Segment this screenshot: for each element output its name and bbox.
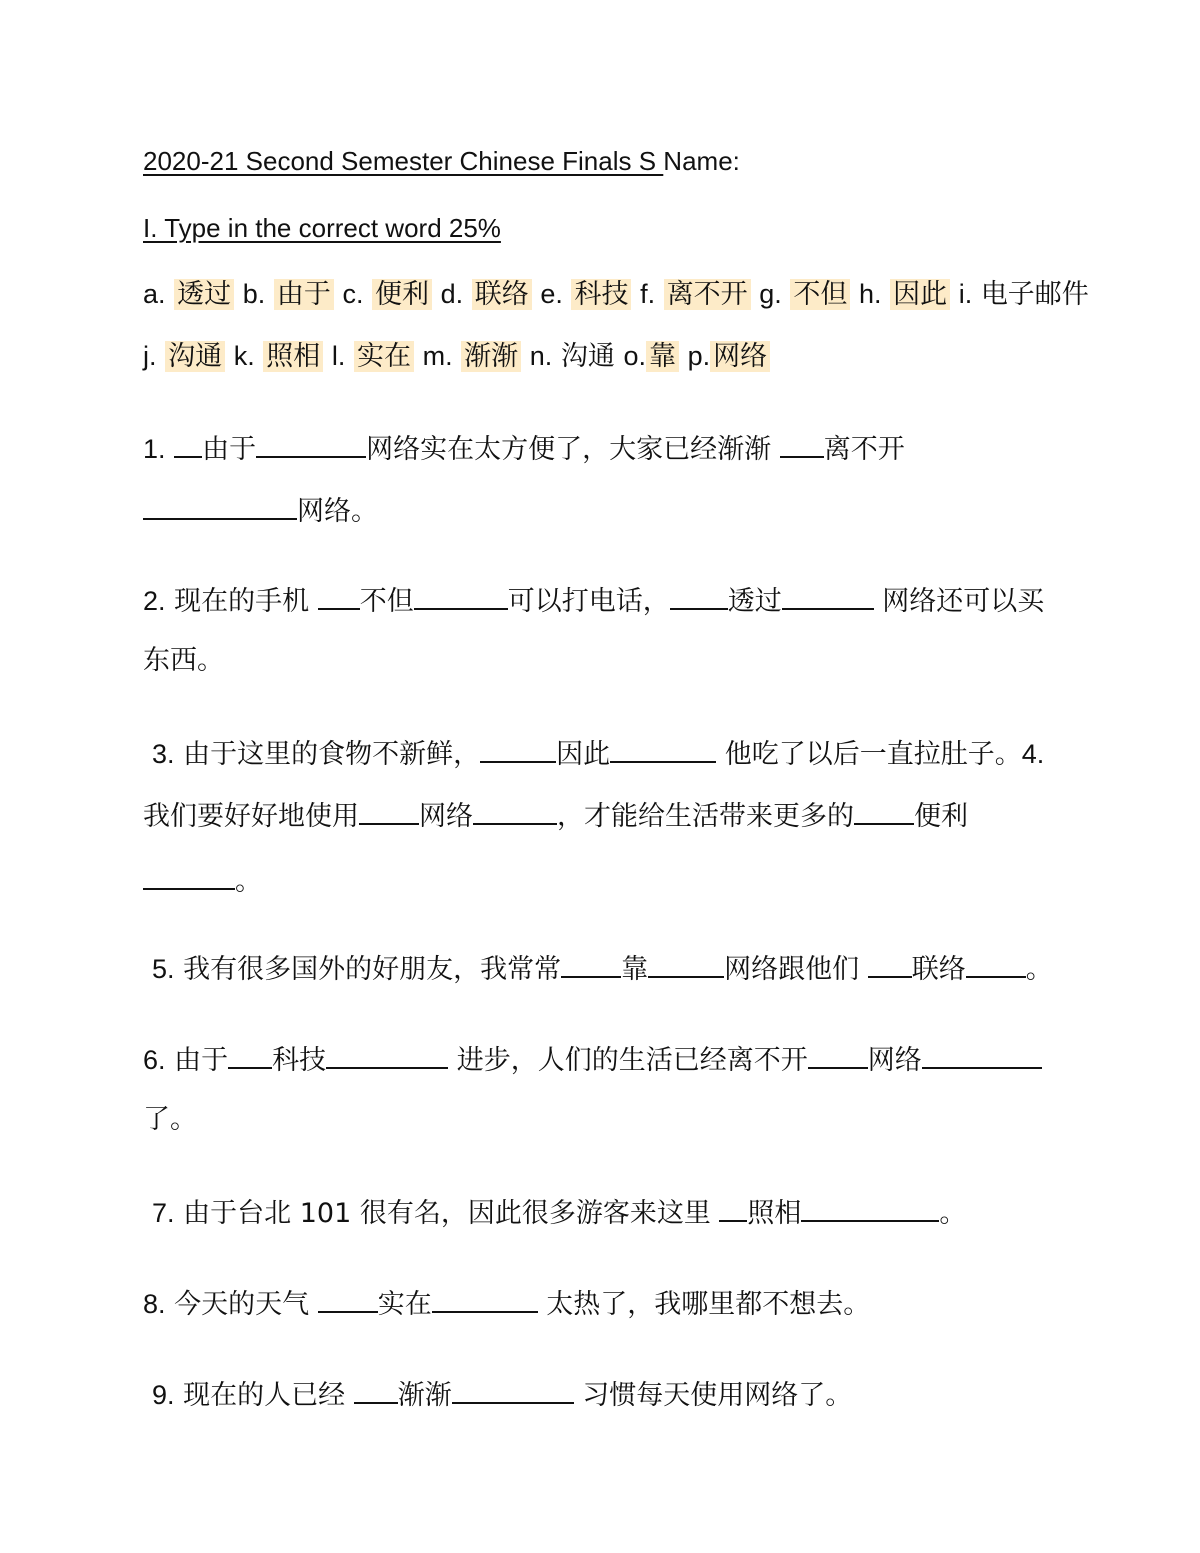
question-number: 9. [152,1380,175,1410]
answer-text: 因此 [556,739,611,770]
word-bank-item: 实在 [354,341,414,372]
question-2-cont [143,644,224,678]
section-heading: I. Type in the correct word 25% [143,213,501,243]
word-bank-item: 便利 [372,279,432,310]
answer-blank[interactable] [432,1285,538,1313]
answer-text: 离不开 [823,434,905,465]
answer-blank[interactable] [808,1041,868,1069]
answer-text: 渐渐 [397,1380,452,1411]
question-number: 4. [1021,739,1045,769]
question-text: 网络还可以买 [873,586,1045,617]
answer-blank[interactable] [648,950,724,978]
answer-text: 透过 [727,586,782,617]
word-letter: i. [958,279,973,309]
answer-blank[interactable] [318,582,360,610]
answer-text: 联络 [911,954,966,985]
answer-text: 网络 [419,801,473,832]
answer-text: 由于 [202,434,257,465]
word-bank-item: 电子邮件 [980,279,1089,310]
question-number: 1. [143,434,166,464]
word-bank-item: 网络 [710,341,770,372]
question-text: 了。 [143,1104,197,1135]
answer-blank[interactable] [256,430,366,458]
answer-blank[interactable] [354,1376,398,1404]
answer-blank[interactable] [480,735,556,763]
word-letter: e. [540,279,563,309]
word-letter: g. [759,279,782,309]
answer-blank[interactable] [473,797,557,825]
question-text: 网络实在太方便了，大家已经渐渐 [366,434,780,465]
question-number: 8. [143,1289,166,1319]
question-text: ，才能给生活带来更多的 [557,801,854,832]
question-6-cont [143,1103,197,1137]
question-text: 可以打电话， [507,586,670,617]
question-text: 由于这里的食物不新鲜， [183,739,481,770]
answer-blank[interactable] [228,1041,272,1069]
question-text: 我们要好好地使用 [143,801,359,832]
word-letter: o. [623,341,647,371]
question-text: 由于 [174,1045,229,1076]
question-text: 网络跟他们 [724,954,868,985]
worksheet-title [143,144,740,178]
word-letter: c. [342,279,364,309]
question-number: 5. [152,954,175,984]
question-text: 现在的手机 [174,586,318,617]
answer-blank[interactable] [318,1285,378,1313]
word-letter: m. [422,341,453,371]
word-bank-item: 离不开 [664,279,751,310]
word-letter: h. [859,279,882,309]
word-letter: f. [640,279,656,309]
answer-blank[interactable] [670,582,728,610]
question-number: 7. [152,1198,175,1228]
word-letter: n. [529,341,553,371]
answer-text: 实在 [377,1289,432,1320]
answer-blank[interactable] [780,430,824,458]
answer-blank[interactable] [922,1041,1042,1069]
answer-text: 不但 [359,586,414,617]
question-text: 现在的人已经 [183,1380,354,1411]
question-number: 6. [143,1045,166,1075]
word-letter: j. [143,341,157,371]
answer-blank[interactable] [801,1194,939,1222]
question-text: 习惯每天使用网络了。 [573,1380,853,1411]
answer-blank[interactable] [561,950,621,978]
word-bank-item: 不但 [790,279,850,310]
question-text: 太热了，我哪里都不想去。 [537,1289,871,1320]
word-letter: d. [440,279,464,309]
answer-blank[interactable] [854,797,914,825]
name-label: Name: [663,146,740,176]
question-8 [143,1285,870,1322]
answer-text: 靠 [621,954,649,985]
word-bank-item: 沟通 [165,341,225,372]
word-bank-row-1 [143,277,1089,312]
question-7 [152,1194,966,1231]
word-letter: p. [687,341,711,371]
word-bank-item: 照相 [263,341,323,372]
answer-text: 网络 [867,1045,922,1076]
answer-blank[interactable] [414,582,508,610]
word-letter: b. [242,279,266,309]
answer-blank[interactable] [359,797,419,825]
answer-blank[interactable] [782,582,874,610]
answer-text: 便利 [914,801,968,832]
title-text: 2020-21 Second Semester Chinese Finals S [143,146,664,176]
word-bank-item: 沟通 [560,341,615,372]
answer-blank[interactable] [868,950,912,978]
word-bank-item: 联络 [472,279,532,310]
word-letter: k. [233,341,255,371]
question-number: 3. [152,739,175,769]
question-3 [152,735,1044,772]
answer-blank[interactable] [326,1041,448,1069]
word-letter: l. [331,341,346,371]
question-4-cont [143,862,262,899]
question-text: 网络。 [297,496,378,527]
question-text: 进步，人们的生活已经离不开 [448,1045,808,1076]
question-text: 他吃了以后一直拉肚子。 [716,739,1022,770]
answer-text: 科技 [272,1045,327,1076]
question-4 [143,797,968,834]
word-bank-item: 渐渐 [461,341,521,372]
word-bank-item: 靠 [646,341,679,372]
question-number: 2. [143,586,166,616]
word-letter: a. [143,279,166,309]
question-text: 东西。 [143,645,224,676]
question-6 [143,1041,1042,1078]
word-bank-row-2 [143,339,770,374]
question-text: 我有很多国外的好朋友，我常常 [183,954,562,985]
question-5 [152,950,1053,987]
word-bank-item: 透过 [174,279,234,310]
answer-blank[interactable] [719,1194,747,1222]
question-text: 。 [1025,954,1053,985]
question-1-cont [143,492,378,529]
question-2 [143,582,1044,619]
answer-blank[interactable] [174,430,202,458]
question-9 [152,1376,852,1413]
answer-blank[interactable] [966,950,1026,978]
question-text: 。 [235,866,262,897]
answer-text: 照相 [747,1198,802,1229]
answer-blank[interactable] [143,492,297,520]
answer-blank[interactable] [143,862,235,890]
word-bank-item: 科技 [571,279,631,310]
question-text: 今天的天气 [174,1289,318,1320]
question-text: 由于台北 101 很有名，因此很多游客来这里 [183,1198,720,1229]
answer-blank[interactable] [452,1376,574,1404]
question-text: 。 [939,1198,967,1229]
answer-blank[interactable] [610,735,716,763]
word-bank-item: 由于 [274,279,334,310]
word-bank-item: 因此 [890,279,950,310]
question-1 [143,430,905,467]
